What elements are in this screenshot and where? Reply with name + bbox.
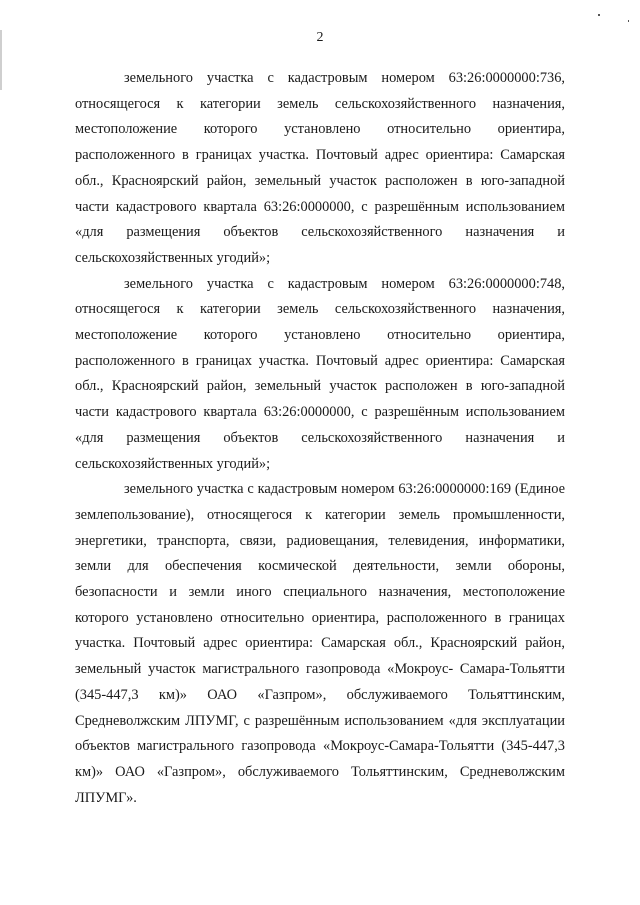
page-number: 2 [316, 30, 324, 45]
paragraph-plot-169: земельного участка с кадастровым номером 63:26:0000000:169 (Единое землепользование), относящегося к категории земель промышленности, энергетики, транспорта, связи, радиовещания, телевидения, информатики, земли для обеспечения космической деятельности, земли обороны, безопасности и земли иного специального назначения, местоположение которого установлено относительно ориентира, расположенного в границах участка. Почтовый адрес ориентира: Самарская обл., Красноярский район, земельный участок магистрального газопровода «Мокроус- Самара-Тольятти (345-447,3 км)» ОАО «Газпром», обслуживаемого Тольяттинским, Средневолжским ЛПУМГ, с разрешённым использованием «для эксплуатации объектов магистрального газопровода «Мокроус-Самара-Тольятти (345-447,3 км)» ОАО «Газпром», обслуживаемого Тольяттинским, Средневолжским ЛПУМГ». [75, 481, 565, 806]
scan-speck [598, 14, 600, 16]
paragraph-plot-748: земельного участка с кадастровым номером 63:26:0000000:748, относящегося к категории земель сельскохозяйственного назначения, местоположение которого установлено относительно ориентира, расположенного в границах участка. Почтовый адрес ориентира: Самарская обл., Красноярский район, земельный участок расположен в юго-западной части кадастрового квартала 63:26:0000000, с разрешённым использованием «для размещения объектов сельскохозяйственного назначения и сельскохозяйственных угодий»; [75, 275, 565, 472]
paragraph-plot-736: земельного участка с кадастровым номером 63:26:0000000:736, относящегося к категории земель сельскохозяйственного назначения, местоположение которого установлено относительно ориентира, расположенного в границах участка. Почтовый адрес ориентира: Самарская обл., Красноярский район, земельный участок расположен в юго-западной части кадастрового квартала 63:26:0000000, с разрешённым использованием «для размещения объектов сельскохозяйственного назначения и сельскохозяйственных угодий»; [75, 70, 565, 266]
scan-speck [628, 20, 629, 22]
document-body [75, 66, 565, 811]
